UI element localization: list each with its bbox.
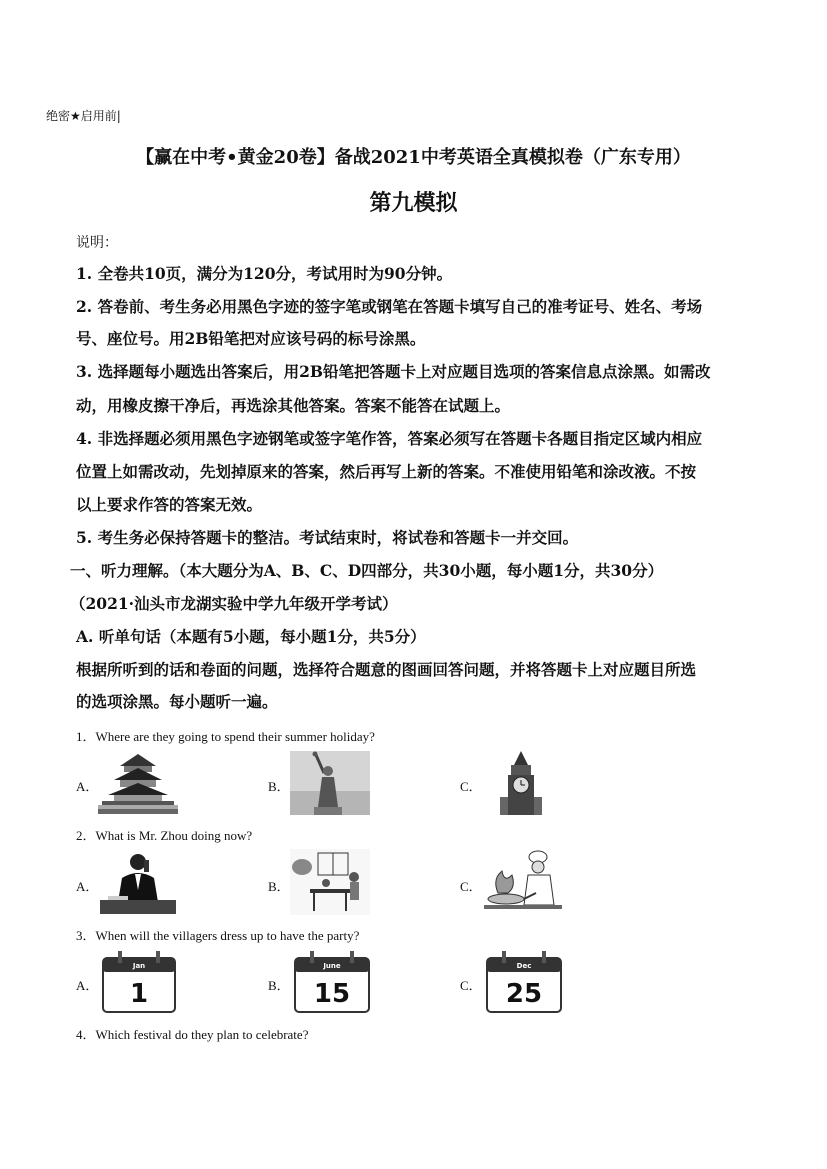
option-a-label: A． <box>76 978 99 993</box>
instruction-line: 5. 考生务必保持答题卡的整洁。考试结束时，将试卷和答题卡一并交回。 <box>76 528 579 547</box>
chef-cooking-image <box>484 849 562 915</box>
question-4: 4．Which festival do they plan to celebrate? <box>76 1027 309 1042</box>
instruction-line: 以上要求作答的答案无效。 <box>76 495 263 514</box>
option-c-label: C． <box>460 978 482 993</box>
calendar-june-15-image <box>294 950 370 1014</box>
calendar-dec-25-image <box>486 950 562 1014</box>
instruction-line: 2. 答卷前、考生务必用黑色字迹的签字笔或钢笔在答题卡填写自己的准考证号、姓名、考场 <box>76 297 703 316</box>
calendar-day: 25 <box>505 979 543 1009</box>
option-a-label: A． <box>76 779 99 794</box>
statue-of-liberty-image <box>290 751 370 815</box>
option-b-label: B． <box>268 779 290 794</box>
family-at-table-image <box>290 849 370 915</box>
big-ben-image <box>494 751 548 815</box>
option-c-label: C． <box>460 779 482 794</box>
instruction-line: 4. 非选择题必须用黑色字迹钢笔或签字笔作答，答案必须写在答题卡各题目指定区域内相应 <box>76 429 703 448</box>
instruction-line: 1. 全卷共10页，满分为120分，考试用时为90分钟。 <box>76 264 453 283</box>
question-1: 1．Where are they going to spend their summer holiday? <box>76 729 375 744</box>
section-heading: 一、听力理解。（本大题分为A、B、C、D四部分，共30小题，每小题1分，共30分） <box>70 561 664 580</box>
man-on-phone-image <box>100 850 176 914</box>
secret-label: 绝密★启用前| <box>46 109 121 123</box>
option-b-label: B． <box>268 978 290 993</box>
instruction-line: 3. 选择题每小题选出答案后，用2B铅笔把答题卡上对应题目选项的答案信息点涂黑。如需改 <box>76 362 711 381</box>
exam-subtitle: 第九模拟 <box>369 191 458 216</box>
option-b-label: B． <box>268 879 290 894</box>
calendar-day: 1 <box>129 979 149 1009</box>
option-c-label: C． <box>460 879 482 894</box>
calendar-jan-1-image <box>102 950 176 1014</box>
instructions-heading: 说明： <box>76 235 118 251</box>
exam-title: 【赢在中考•黄金20卷】备战2021中考英语全真模拟卷（广东专用） <box>136 147 691 168</box>
question-3: 3．When will the villagers dress up to have the party? <box>76 928 360 943</box>
directions-line: 根据所听到的话和卷面的问题，选择符合题意的图画回答问题，并将答题卡上对应题目所选 <box>76 660 697 679</box>
section-source: （2021·汕头市龙湖实验中学九年级开学考试） <box>70 594 398 613</box>
directions-line: 的选项涂黑。每小题听一遍。 <box>76 692 278 711</box>
question-2: 2．What is Mr. Zhou doing now? <box>76 828 253 843</box>
calendar-month: June <box>323 962 341 970</box>
instruction-line: 位置上如需改动，先划掉原来的答案，然后再写上新的答案。不准使用铅笔和涂改液。不按 <box>76 462 697 481</box>
part-a-heading: A. 听单句话（本题有5小题，每小题1分，共5分） <box>76 627 426 646</box>
option-a-label: A． <box>76 879 99 894</box>
calendar-month: Dec <box>516 962 532 970</box>
temple-of-heaven-image <box>98 752 178 814</box>
calendar-day: 15 <box>313 979 351 1009</box>
calendar-month: Jan <box>132 962 146 970</box>
instruction-line: 动，用橡皮擦干净后，再选涂其他答案。答案不能答在试题上。 <box>76 396 511 415</box>
instruction-line: 号、座位号。用2B铅笔把对应该号码的标号涂黑。 <box>76 329 426 348</box>
